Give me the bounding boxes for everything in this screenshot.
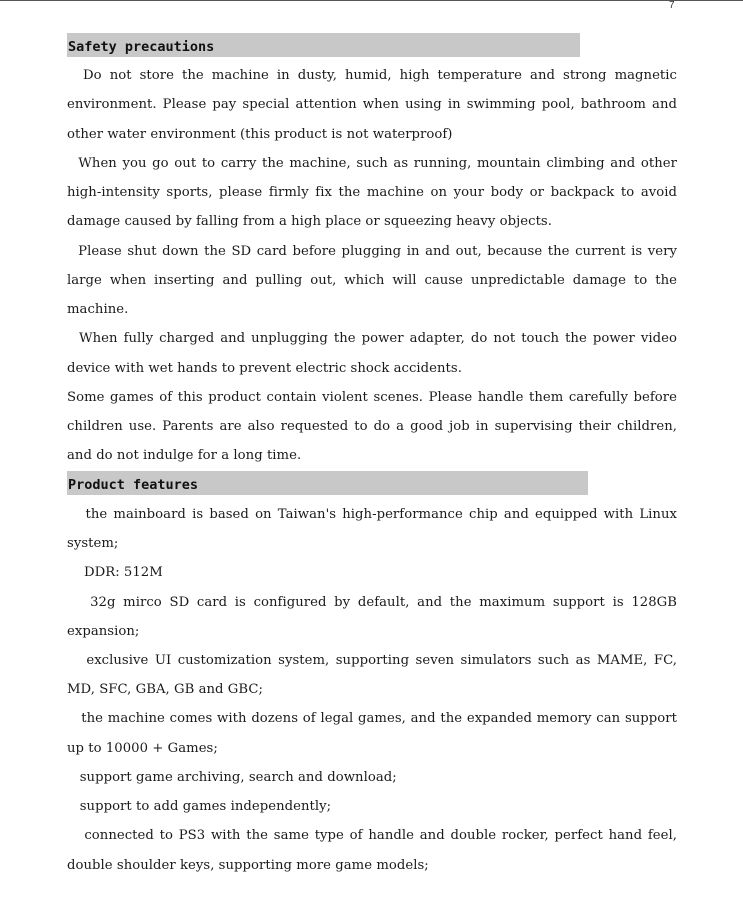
text-line: connected to PS3 with the same type of handle and double rocker, perfect hand feel, bbox=[67, 828, 677, 843]
text-line: high-intensity sports, please firmly fix the machine on your body or backpack to avoid bbox=[67, 185, 677, 200]
text-line: support to add games independently; bbox=[67, 799, 332, 814]
text-line: Some games of this product contain violent scenes. Please handle them carefully before bbox=[67, 390, 677, 405]
text-line: machine. bbox=[67, 302, 129, 317]
text-line: When fully charged and unplugging the power adapter, do not touch the power video bbox=[67, 331, 677, 346]
text-line: up to 10000 + Games; bbox=[67, 741, 218, 756]
heading-product-features: Product features bbox=[67, 471, 588, 495]
text-line: Please shut down the SD card before plugging in and out, because the current is very bbox=[67, 244, 677, 259]
text-line: environment. Please pay special attention when using in swimming pool, bathroom and bbox=[67, 97, 677, 112]
text-line: the machine comes with dozens of legal games, and the expanded memory can support bbox=[67, 711, 677, 726]
text-line: exclusive UI customization system, supporting seven simulators such as MAME, FC, bbox=[67, 653, 677, 668]
text-line: 32g mirco SD card is configured by default, and the maximum support is 128GB bbox=[67, 595, 677, 610]
text-line: When you go out to carry the machine, such as running, mountain climbing and other bbox=[67, 156, 677, 171]
text-line: children use. Parents are also requested to do a good job in supervising their children, bbox=[67, 419, 677, 434]
text-line: other water environment (this product is not waterproof) bbox=[67, 127, 453, 142]
text-line: expansion; bbox=[67, 624, 140, 639]
page-top-rule bbox=[0, 0, 743, 1]
text-line: device with wet hands to prevent electric shock accidents. bbox=[67, 361, 462, 376]
text-line: system; bbox=[67, 536, 119, 551]
text-line: DDR: 512M bbox=[67, 565, 163, 580]
text-line: Do not store the machine in dusty, humid, high temperature and strong magnetic bbox=[67, 68, 677, 83]
heading-safety-precautions: Safety precautions bbox=[67, 33, 580, 57]
text-line: damage caused by falling from a high place or squeezing heavy objects. bbox=[67, 214, 552, 229]
text-line: the mainboard is based on Taiwan's high-performance chip and equipped with Linux bbox=[67, 507, 677, 522]
text-line: large when inserting and pulling out, which will cause unpredictable damage to the bbox=[67, 273, 677, 288]
text-line: MD, SFC, GBA, GB and GBC; bbox=[67, 682, 263, 697]
text-line: and do not indulge for a long time. bbox=[67, 448, 302, 463]
text-line: double shoulder keys, supporting more game models; bbox=[67, 858, 429, 873]
page-number: 7 bbox=[669, 0, 675, 11]
text-line: support game archiving, search and download; bbox=[67, 770, 397, 785]
